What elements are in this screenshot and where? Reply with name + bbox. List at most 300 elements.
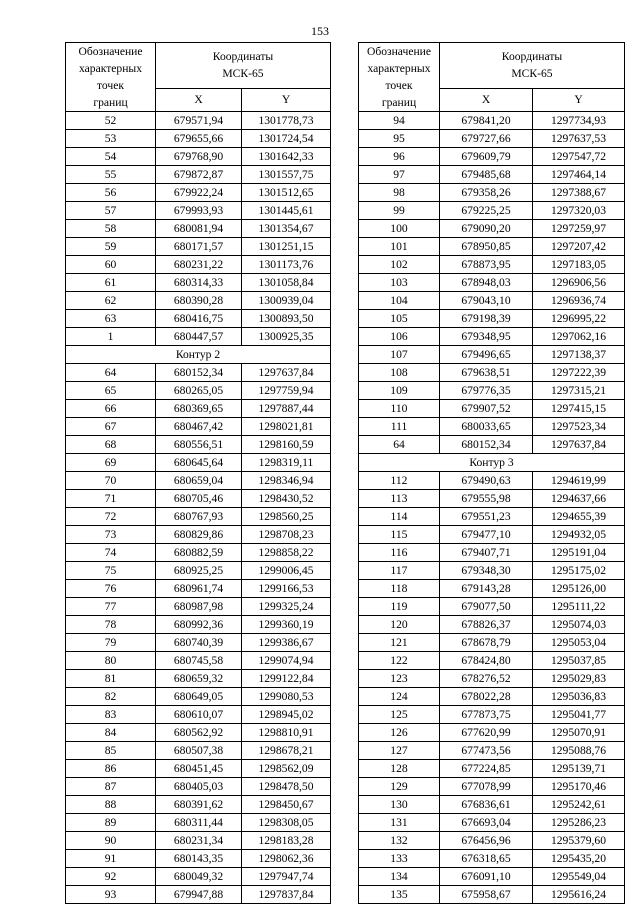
x-coordinate-cell: 680767,93 <box>156 508 242 526</box>
table-row <box>359 346 625 364</box>
point-number-cell: 73 <box>66 526 156 544</box>
y-coordinate-cell: 1294619,99 <box>533 472 625 490</box>
point-number-cell: 126 <box>359 724 440 742</box>
x-coordinate-cell: 679555,98 <box>440 490 533 508</box>
point-designation-header: Обозначение характерных точек границ <box>66 43 156 112</box>
x-coordinate-cell: 680507,38 <box>156 742 242 760</box>
y-coordinate-cell: 1297222,39 <box>533 364 625 382</box>
x-coordinate-cell: 676836,61 <box>440 796 533 814</box>
table-row <box>66 562 331 580</box>
y-coordinate-cell: 1298858,22 <box>242 544 331 562</box>
point-number-cell: 123 <box>359 670 440 688</box>
x-column-header: X <box>440 88 533 111</box>
point-number-cell: 71 <box>66 490 156 508</box>
table-row <box>66 148 331 166</box>
point-number-cell: 113 <box>359 490 440 508</box>
y-coordinate-cell: 1295074,03 <box>533 616 625 634</box>
x-coordinate-cell: 680314,33 <box>156 274 242 292</box>
x-coordinate-cell: 680405,03 <box>156 778 242 796</box>
table-row <box>66 760 331 778</box>
x-coordinate-cell: 679947,88 <box>156 886 242 904</box>
x-coordinate-cell: 678022,28 <box>440 688 533 706</box>
y-coordinate-cell: 1295616,24 <box>533 886 625 904</box>
y-coordinate-cell: 1297637,53 <box>533 130 625 148</box>
y-coordinate-cell: 1294655,39 <box>533 508 625 526</box>
table-row <box>359 796 625 814</box>
x-coordinate-cell: 679043,10 <box>440 292 533 310</box>
table-row <box>359 112 625 130</box>
x-coordinate-cell: 679485,68 <box>440 166 533 184</box>
coordinates-table-right <box>358 42 625 904</box>
point-number-cell: 105 <box>359 310 440 328</box>
y-coordinate-cell: 1298945,02 <box>242 706 331 724</box>
x-coordinate-cell: 680231,34 <box>156 832 242 850</box>
point-number-cell: 68 <box>66 436 156 454</box>
y-coordinate-cell: 1295070,91 <box>533 724 625 742</box>
x-coordinate-cell: 677473,56 <box>440 742 533 760</box>
x-coordinate-cell: 678948,03 <box>440 274 533 292</box>
y-coordinate-cell: 1300893,50 <box>242 310 331 328</box>
point-number-cell: 70 <box>66 472 156 490</box>
table-row <box>359 670 625 688</box>
y-coordinate-cell: 1298021,81 <box>242 418 331 436</box>
x-coordinate-cell: 679477,10 <box>440 526 533 544</box>
y-coordinate-cell: 1301173,76 <box>242 256 331 274</box>
y-coordinate-cell: 1299166,53 <box>242 580 331 598</box>
y-coordinate-cell: 1295088,76 <box>533 742 625 760</box>
table-row <box>66 220 331 238</box>
point-number-cell: 127 <box>359 742 440 760</box>
point-number-cell: 101 <box>359 238 440 256</box>
point-number-cell: 66 <box>66 400 156 418</box>
table-row <box>359 526 625 544</box>
table-row <box>359 436 625 454</box>
y-coordinate-cell: 1299386,67 <box>242 634 331 652</box>
point-number-cell: 79 <box>66 634 156 652</box>
y-coordinate-cell: 1297759,94 <box>242 382 331 400</box>
y-coordinate-cell: 1298478,50 <box>242 778 331 796</box>
point-number-cell: 89 <box>66 814 156 832</box>
x-coordinate-cell: 679225,25 <box>440 202 533 220</box>
x-coordinate-cell: 680033,65 <box>440 418 533 436</box>
x-coordinate-cell: 679841,20 <box>440 112 533 130</box>
x-coordinate-cell: 678873,95 <box>440 256 533 274</box>
point-number-cell: 130 <box>359 796 440 814</box>
point-number-cell: 81 <box>66 670 156 688</box>
x-coordinate-cell: 679348,30 <box>440 562 533 580</box>
point-number-cell: 106 <box>359 328 440 346</box>
y-coordinate-cell: 1301642,33 <box>242 148 331 166</box>
table-row <box>359 202 625 220</box>
point-number-cell: 124 <box>359 688 440 706</box>
x-coordinate-cell: 679090,20 <box>440 220 533 238</box>
table-row <box>66 310 331 328</box>
x-coordinate-cell: 680049,32 <box>156 868 242 886</box>
x-coordinate-cell: 680171,57 <box>156 238 242 256</box>
table-row <box>359 472 625 490</box>
y-coordinate-cell: 1295037,85 <box>533 652 625 670</box>
table-row <box>359 544 625 562</box>
x-coordinate-cell: 680152,34 <box>156 364 242 382</box>
y-coordinate-cell: 1298560,25 <box>242 508 331 526</box>
y-coordinate-cell: 1297547,72 <box>533 148 625 166</box>
y-coordinate-cell: 1295029,83 <box>533 670 625 688</box>
point-designation-header: Обозначение характерных точек границ <box>359 43 440 112</box>
y-coordinate-cell: 1296906,56 <box>533 274 625 292</box>
x-coordinate-cell: 680467,42 <box>156 418 242 436</box>
y-coordinate-cell: 1297637,84 <box>533 436 625 454</box>
x-coordinate-cell: 679490,63 <box>440 472 533 490</box>
y-coordinate-cell: 1297259,97 <box>533 220 625 238</box>
y-coordinate-cell: 1300925,35 <box>242 328 331 346</box>
y-coordinate-cell: 1301445,61 <box>242 202 331 220</box>
y-coordinate-cell: 1297388,67 <box>533 184 625 202</box>
point-number-cell: 88 <box>66 796 156 814</box>
y-coordinate-cell: 1297320,03 <box>533 202 625 220</box>
point-number-cell: 58 <box>66 220 156 238</box>
point-number-cell: 125 <box>359 706 440 724</box>
point-number-cell: 85 <box>66 742 156 760</box>
table-row <box>359 778 625 796</box>
x-coordinate-cell: 679638,51 <box>440 364 533 382</box>
y-coordinate-cell: 1295111,22 <box>533 598 625 616</box>
table-row <box>66 526 331 544</box>
y-coordinate-cell: 1297062,16 <box>533 328 625 346</box>
table-row <box>359 148 625 166</box>
point-number-cell: 82 <box>66 688 156 706</box>
y-coordinate-cell: 1298319,11 <box>242 454 331 472</box>
point-number-cell: 121 <box>359 634 440 652</box>
table-row <box>359 616 625 634</box>
y-coordinate-cell: 1301354,67 <box>242 220 331 238</box>
point-number-cell: 57 <box>66 202 156 220</box>
x-coordinate-cell: 680649,05 <box>156 688 242 706</box>
contour-row <box>66 346 331 364</box>
x-column-header: X <box>156 88 242 111</box>
point-number-cell: 128 <box>359 760 440 778</box>
y-column-header: Y <box>242 88 331 111</box>
table-row <box>359 328 625 346</box>
x-coordinate-cell: 679922,24 <box>156 184 242 202</box>
x-coordinate-cell: 680556,51 <box>156 436 242 454</box>
x-coordinate-cell: 680925,25 <box>156 562 242 580</box>
point-number-cell: 53 <box>66 130 156 148</box>
x-coordinate-cell: 679768,90 <box>156 148 242 166</box>
table-row <box>359 418 625 436</box>
table-row <box>66 166 331 184</box>
y-coordinate-cell: 1299006,45 <box>242 562 331 580</box>
y-coordinate-cell: 1301724,54 <box>242 130 331 148</box>
point-number-cell: 61 <box>66 274 156 292</box>
table-row <box>359 742 625 760</box>
table-row <box>66 778 331 796</box>
table-row <box>66 832 331 850</box>
x-coordinate-cell: 680447,57 <box>156 328 242 346</box>
x-coordinate-cell: 680829,86 <box>156 526 242 544</box>
coordinates-header: Координаты МСК-65 <box>440 43 625 89</box>
y-coordinate-cell: 1297315,21 <box>533 382 625 400</box>
table-row <box>66 688 331 706</box>
y-coordinate-cell: 1298308,05 <box>242 814 331 832</box>
table-row <box>359 868 625 886</box>
y-coordinate-cell: 1300939,04 <box>242 292 331 310</box>
point-number-cell: 97 <box>359 166 440 184</box>
table-row <box>66 670 331 688</box>
y-coordinate-cell: 1298450,67 <box>242 796 331 814</box>
x-coordinate-cell: 680143,35 <box>156 850 242 868</box>
point-number-cell: 90 <box>66 832 156 850</box>
point-number-cell: 100 <box>359 220 440 238</box>
table-row <box>359 256 625 274</box>
table-row <box>359 562 625 580</box>
coordinates-table-body <box>66 112 331 904</box>
point-number-cell: 64 <box>66 364 156 382</box>
table-row <box>66 382 331 400</box>
x-coordinate-cell: 679993,93 <box>156 202 242 220</box>
point-number-cell: 131 <box>359 814 440 832</box>
y-coordinate-cell: 1299080,53 <box>242 688 331 706</box>
x-coordinate-cell: 677224,85 <box>440 760 533 778</box>
table-row <box>66 274 331 292</box>
contour-label: Контур 2 <box>66 346 331 364</box>
coordinates-table-body <box>359 112 625 904</box>
y-coordinate-cell: 1295126,00 <box>533 580 625 598</box>
x-coordinate-cell: 680987,98 <box>156 598 242 616</box>
x-coordinate-cell: 680562,92 <box>156 724 242 742</box>
y-coordinate-cell: 1299074,94 <box>242 652 331 670</box>
point-number-cell: 120 <box>359 616 440 634</box>
x-coordinate-cell: 680081,94 <box>156 220 242 238</box>
y-coordinate-cell: 1298183,28 <box>242 832 331 850</box>
point-number-cell: 62 <box>66 292 156 310</box>
table-row <box>359 652 625 670</box>
table-row <box>66 418 331 436</box>
y-coordinate-cell: 1295139,71 <box>533 760 625 778</box>
table-row <box>359 688 625 706</box>
y-coordinate-cell: 1295435,20 <box>533 850 625 868</box>
table-row <box>359 850 625 868</box>
table-row <box>66 292 331 310</box>
x-coordinate-cell: 680992,36 <box>156 616 242 634</box>
table-row <box>359 130 625 148</box>
table-row <box>66 490 331 508</box>
table-row <box>66 616 331 634</box>
table-row <box>66 256 331 274</box>
point-number-cell: 59 <box>66 238 156 256</box>
contour-label: Контур 3 <box>359 454 625 472</box>
table-row <box>359 184 625 202</box>
x-coordinate-cell: 679776,35 <box>440 382 533 400</box>
y-coordinate-cell: 1297887,44 <box>242 400 331 418</box>
x-coordinate-cell: 677078,99 <box>440 778 533 796</box>
table-row <box>66 580 331 598</box>
table-row <box>359 364 625 382</box>
y-coordinate-cell: 1298346,94 <box>242 472 331 490</box>
y-coordinate-cell: 1297734,93 <box>533 112 625 130</box>
x-coordinate-cell: 679143,28 <box>440 580 533 598</box>
table-row <box>359 814 625 832</box>
point-number-cell: 56 <box>66 184 156 202</box>
y-coordinate-cell: 1297138,37 <box>533 346 625 364</box>
table-row <box>359 706 625 724</box>
point-number-cell: 103 <box>359 274 440 292</box>
point-number-cell: 55 <box>66 166 156 184</box>
table-row <box>66 130 331 148</box>
point-number-cell: 84 <box>66 724 156 742</box>
table-row <box>66 184 331 202</box>
x-coordinate-cell: 680231,22 <box>156 256 242 274</box>
coordinates-table-left <box>65 42 331 904</box>
table-row <box>66 706 331 724</box>
x-coordinate-cell: 680740,39 <box>156 634 242 652</box>
table-row <box>359 598 625 616</box>
x-coordinate-cell: 680390,28 <box>156 292 242 310</box>
y-coordinate-cell: 1297637,84 <box>242 364 331 382</box>
point-number-cell: 63 <box>66 310 156 328</box>
table-row <box>66 742 331 760</box>
y-coordinate-cell: 1297415,15 <box>533 400 625 418</box>
y-coordinate-cell: 1298430,52 <box>242 490 331 508</box>
x-coordinate-cell: 680451,45 <box>156 760 242 778</box>
y-coordinate-cell: 1298160,59 <box>242 436 331 454</box>
y-coordinate-cell: 1301251,15 <box>242 238 331 256</box>
point-number-cell: 65 <box>66 382 156 400</box>
x-coordinate-cell: 679198,39 <box>440 310 533 328</box>
y-coordinate-cell: 1299325,24 <box>242 598 331 616</box>
point-number-cell: 94 <box>359 112 440 130</box>
point-number-cell: 108 <box>359 364 440 382</box>
point-number-cell: 52 <box>66 112 156 130</box>
point-number-cell: 54 <box>66 148 156 166</box>
x-coordinate-cell: 679727,66 <box>440 130 533 148</box>
point-number-cell: 93 <box>66 886 156 904</box>
point-number-cell: 119 <box>359 598 440 616</box>
x-coordinate-cell: 679077,50 <box>440 598 533 616</box>
x-coordinate-cell: 676318,65 <box>440 850 533 868</box>
y-coordinate-cell: 1295036,83 <box>533 688 625 706</box>
table-row <box>66 328 331 346</box>
y-coordinate-cell: 1298678,21 <box>242 742 331 760</box>
table-row <box>359 382 625 400</box>
point-number-cell: 87 <box>66 778 156 796</box>
y-coordinate-cell: 1297207,42 <box>533 238 625 256</box>
point-number-cell: 112 <box>359 472 440 490</box>
table-row <box>359 220 625 238</box>
point-number-cell: 110 <box>359 400 440 418</box>
y-coordinate-cell: 1298562,09 <box>242 760 331 778</box>
x-coordinate-cell: 680645,64 <box>156 454 242 472</box>
x-coordinate-cell: 678950,85 <box>440 238 533 256</box>
point-number-cell: 133 <box>359 850 440 868</box>
x-coordinate-cell: 679907,52 <box>440 400 533 418</box>
y-coordinate-cell: 1298810,91 <box>242 724 331 742</box>
contour-row <box>359 454 625 472</box>
x-coordinate-cell: 678826,37 <box>440 616 533 634</box>
x-coordinate-cell: 680311,44 <box>156 814 242 832</box>
table-row <box>66 202 331 220</box>
point-number-cell: 122 <box>359 652 440 670</box>
y-coordinate-cell: 1301778,73 <box>242 112 331 130</box>
x-coordinate-cell: 680705,46 <box>156 490 242 508</box>
table-row <box>66 886 331 904</box>
y-coordinate-cell: 1296995,22 <box>533 310 625 328</box>
table-row <box>66 652 331 670</box>
point-number-cell: 115 <box>359 526 440 544</box>
y-coordinate-cell: 1297837,84 <box>242 886 331 904</box>
y-coordinate-cell: 1301058,84 <box>242 274 331 292</box>
point-number-cell: 118 <box>359 580 440 598</box>
y-coordinate-cell: 1297947,74 <box>242 868 331 886</box>
x-coordinate-cell: 677873,75 <box>440 706 533 724</box>
point-number-cell: 83 <box>66 706 156 724</box>
y-coordinate-cell: 1297183,05 <box>533 256 625 274</box>
x-coordinate-cell: 680152,34 <box>440 436 533 454</box>
x-coordinate-cell: 680659,32 <box>156 670 242 688</box>
point-number-cell: 60 <box>66 256 156 274</box>
table-row <box>66 634 331 652</box>
x-coordinate-cell: 680610,07 <box>156 706 242 724</box>
table-row <box>359 886 625 904</box>
y-coordinate-cell: 1295191,04 <box>533 544 625 562</box>
x-coordinate-cell: 680369,65 <box>156 400 242 418</box>
x-coordinate-cell: 675958,67 <box>440 886 533 904</box>
point-number-cell: 86 <box>66 760 156 778</box>
table-row <box>66 544 331 562</box>
point-number-cell: 104 <box>359 292 440 310</box>
x-coordinate-cell: 679571,94 <box>156 112 242 130</box>
y-coordinate-cell: 1297523,34 <box>533 418 625 436</box>
x-coordinate-cell: 679872,87 <box>156 166 242 184</box>
table-row <box>66 238 331 256</box>
point-number-cell: 116 <box>359 544 440 562</box>
point-number-cell: 114 <box>359 508 440 526</box>
point-number-cell: 111 <box>359 418 440 436</box>
x-coordinate-cell: 679348,95 <box>440 328 533 346</box>
point-number-cell: 109 <box>359 382 440 400</box>
table-row <box>359 508 625 526</box>
x-coordinate-cell: 676693,04 <box>440 814 533 832</box>
point-number-cell: 75 <box>66 562 156 580</box>
table-row <box>66 436 331 454</box>
point-number-cell: 132 <box>359 832 440 850</box>
y-coordinate-cell: 1298708,23 <box>242 526 331 544</box>
x-coordinate-cell: 680416,75 <box>156 310 242 328</box>
point-number-cell: 77 <box>66 598 156 616</box>
y-coordinate-cell: 1295549,04 <box>533 868 625 886</box>
point-number-cell: 1 <box>66 328 156 346</box>
point-number-cell: 92 <box>66 868 156 886</box>
point-number-cell: 91 <box>66 850 156 868</box>
x-coordinate-cell: 679407,71 <box>440 544 533 562</box>
table-row <box>359 166 625 184</box>
x-coordinate-cell: 676456,96 <box>440 832 533 850</box>
table-row <box>66 364 331 382</box>
point-number-cell: 129 <box>359 778 440 796</box>
table-row <box>359 490 625 508</box>
table-row <box>359 292 625 310</box>
y-coordinate-cell: 1295379,60 <box>533 832 625 850</box>
table-row <box>359 310 625 328</box>
point-number-cell: 67 <box>66 418 156 436</box>
table-row <box>359 832 625 850</box>
point-number-cell: 96 <box>359 148 440 166</box>
x-coordinate-cell: 680961,74 <box>156 580 242 598</box>
point-number-cell: 107 <box>359 346 440 364</box>
y-coordinate-cell: 1299122,84 <box>242 670 331 688</box>
table-row <box>66 850 331 868</box>
x-coordinate-cell: 680882,59 <box>156 544 242 562</box>
y-coordinate-cell: 1295170,46 <box>533 778 625 796</box>
